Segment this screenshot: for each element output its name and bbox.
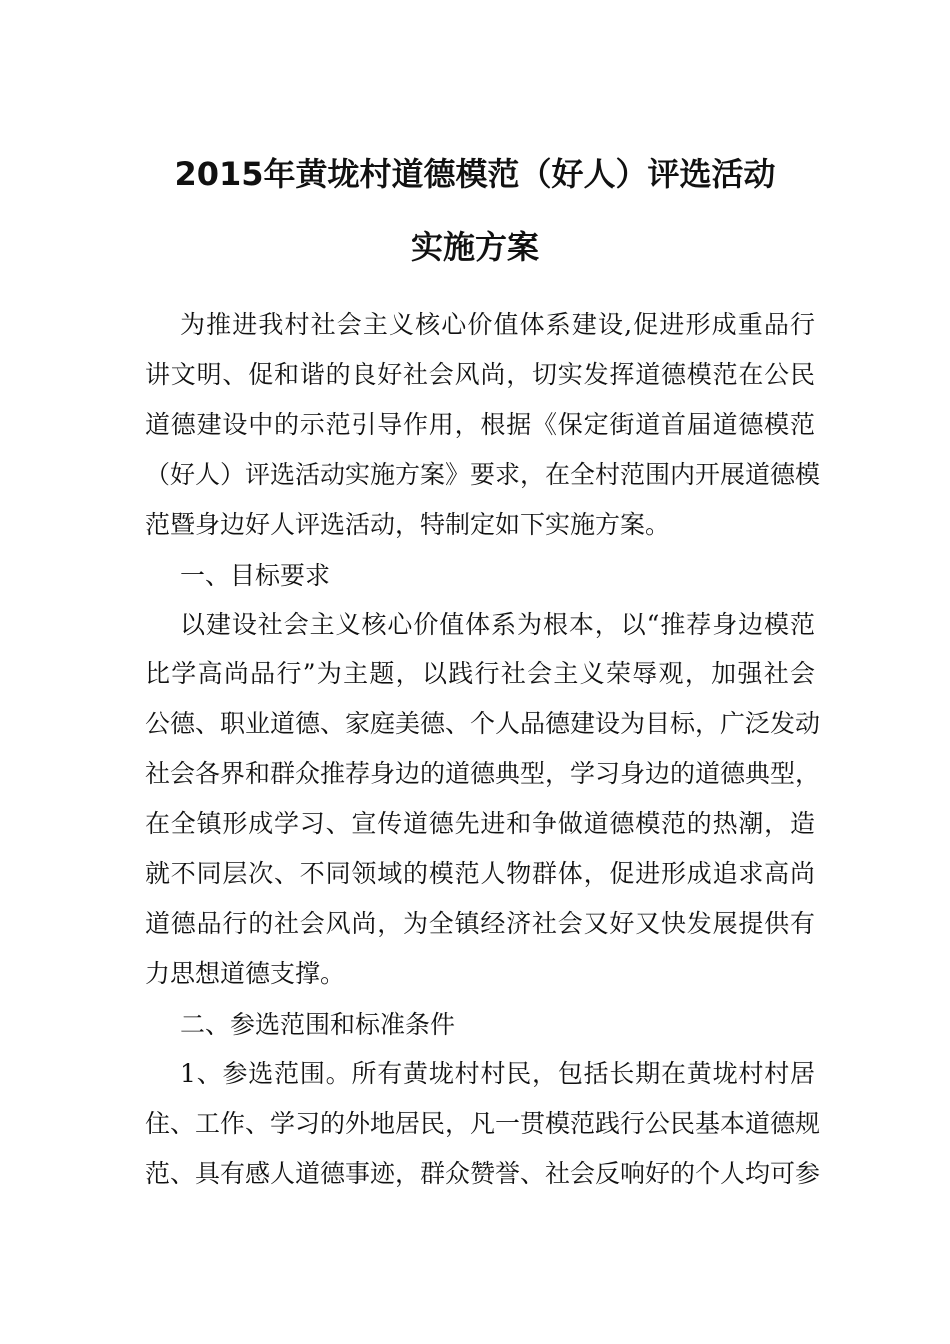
paragraph-line: 为推进我村社会主义核心价值体系建设,促进形成重品行 (180, 310, 815, 339)
paragraph-line: 道德品行的社会风尚，为全镇经济社会又好又快发展提供有 (145, 909, 815, 938)
section-heading: 二、参选范围和标准条件 (180, 1010, 456, 1039)
section-heading: 一、目标要求 (180, 561, 331, 590)
document-title: 2015年黄垅村道德模范（好人）评选活动 (174, 155, 776, 193)
paragraph-line: 1、参选范围。所有黄垅村村民，包括长期在黄垅村村居 (180, 1059, 815, 1088)
paragraph-line: 范、具有感人道德事迹，群众赞誉、社会反响好的个人均可参 (145, 1159, 821, 1188)
paragraph-line: 社会各界和群众推荐身边的道德典型，学习身边的道德典型， (145, 759, 821, 788)
paragraph-line: 讲文明、促和谐的良好社会风尚，切实发挥道德模范在公民 (145, 360, 815, 389)
paragraph-line: 就不同层次、不同领域的模范人物群体，促进形成追求高尚 (145, 859, 815, 888)
paragraph-line: 比学高尚品行”为主题，以践行社会主义荣辱观，加强社会 (145, 659, 815, 688)
paragraph-line: 力思想道德支撑。 (145, 959, 346, 988)
paragraph-line: （好人）评选活动实施方案》要求，在全村范围内开展道德模 (145, 460, 821, 489)
paragraph-line: 以建设社会主义核心价值体系为根本，以“推荐身边模范 (180, 610, 815, 639)
paragraph-line: 公德、职业道德、家庭美德、个人品德建设为目标，广泛发动 (145, 709, 821, 738)
document-subtitle: 实施方案 (410, 228, 539, 266)
paragraph-line: 范暨身边好人评选活动，特制定如下实施方案。 (145, 510, 671, 539)
paragraph-line: 道德建设中的示范引导作用，根据《保定街道首届道德模范 (145, 410, 815, 439)
paragraph-line: 住、工作、学习的外地居民，凡一贯模范践行公民基本道德规 (145, 1109, 821, 1138)
paragraph-line: 在全镇形成学习、宣传道德先进和争做道德模范的热潮，造 (145, 809, 815, 838)
